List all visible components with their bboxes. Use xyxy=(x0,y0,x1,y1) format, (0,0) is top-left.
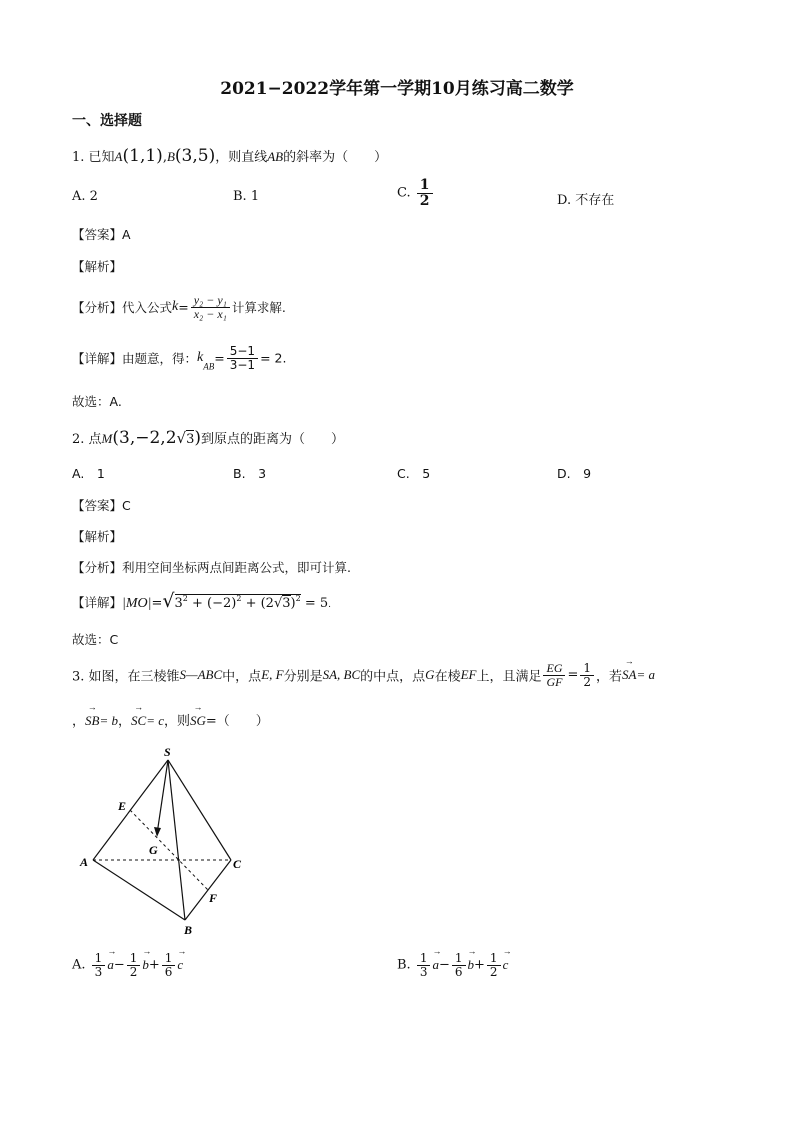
q1-choose: 故选：A. xyxy=(72,394,122,409)
q3-stem-line1: 3. 如图，在三棱锥S—ABC中，点E, F分别是SA, BC的中点，点G在棱EF上，且满足 $\frac{EG}{GF}$ = $\frac{1}{2}$ ，若→ SA= a xyxy=(72,662,655,688)
segment-ef xyxy=(130,810,208,890)
q1-detail: 【详解】由题意，得：$k_{AB}=$ $\frac{5-1}{3-1}$ = 2. xyxy=(72,344,287,372)
q1-option-a: A. 2 xyxy=(72,189,98,204)
q2-fenxi: 【分析】利用空间坐标两点间距离公式，即可计算. xyxy=(72,560,351,575)
q2-option-d: D. 9 xyxy=(557,466,592,481)
q1-option-b: B. 1 xyxy=(233,189,260,204)
q1-option-d: D. 不存在 xyxy=(557,193,615,208)
label-s: S xyxy=(164,745,171,759)
label-a: A xyxy=(80,855,89,869)
label-f: F xyxy=(209,891,218,905)
q2-analysis-label: 【解析】 xyxy=(72,529,123,544)
label-c: C xyxy=(233,857,242,871)
vector-sg xyxy=(157,760,168,834)
section-heading: 一、选择题 xyxy=(72,113,142,129)
q2-answer: 【答案】C xyxy=(72,498,131,513)
q1-analysis-label: 【解析】 xyxy=(72,259,123,274)
label-g: G xyxy=(149,843,158,857)
q1-option-c: C. $\frac{1}{2}$ xyxy=(397,178,435,208)
q3-stem-line2: ，→ SB= b，→ SC= c，则→ SG=（ ） xyxy=(72,710,269,729)
q3-option-a: A. $\frac{1}{3}$ → a− $\frac{1}{2}$ → b+ $\frac{1}{6}$ → c xyxy=(72,952,183,978)
q2-stem: 2. 点M(3,−2,2√3)到原点的距离为（ ） xyxy=(72,428,345,448)
q2-choose: 故选：C xyxy=(72,632,119,647)
q1-fenxi: 【分析】代入公式k= $\frac{\text{y₂ − y₁}}{\text{x₂ − x₁}}$ 计算求解. xyxy=(72,293,286,321)
label-e: E xyxy=(118,799,127,813)
q3-option-b: B. $\frac{1}{3}$ → a− $\frac{1}{6}$ → b+ $\frac{1}{2}$ → c xyxy=(397,952,508,978)
vector-sg-arrowhead xyxy=(154,827,161,837)
q2-option-b: B. 3 xyxy=(233,466,267,481)
label-b: B xyxy=(184,923,193,937)
q1-stem: 1. 已知A(1,1),B(3,5)，则直线AB的斜率为（ ） xyxy=(72,146,388,166)
page-title: 2021−2022学年第一学期10月练习高二数学 xyxy=(220,79,574,99)
tetrahedron-figure xyxy=(70,742,260,942)
q1-answer: 【答案】A xyxy=(72,227,131,242)
q2-detail: 【详解】$|MO|=√3^2 + (-2)^2 + (2√3)^2 = 5$. xyxy=(72,590,332,612)
edge-ab xyxy=(93,860,185,920)
q2-option-c: C. 5 xyxy=(397,466,431,481)
q2-option-a: A. 1 xyxy=(72,466,105,481)
